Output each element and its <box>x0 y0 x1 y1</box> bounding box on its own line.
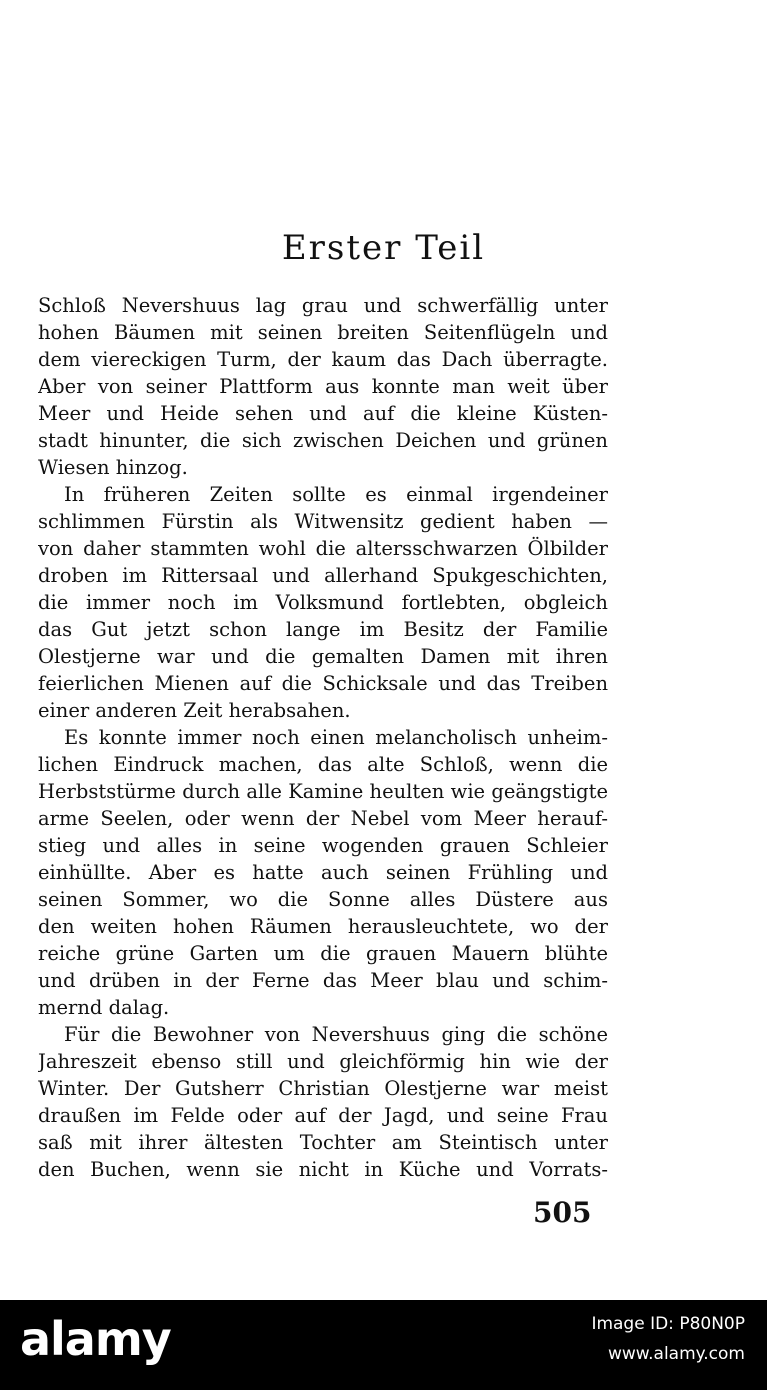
text-line: hohen Bäumen mit seinen breiten Seitenflügeln und <box>38 321 608 344</box>
watermark-bar <box>0 1300 767 1390</box>
text-line: von daher stammten wohl die altersschwarzen Ölbilder <box>38 537 608 560</box>
page-number: 505 <box>533 1196 592 1229</box>
text-line: schlimmen Fürstin als Witwensitz gedient haben — <box>38 510 608 533</box>
text-line: das Gut jetzt schon lange im Besitz der Familie <box>38 618 608 641</box>
text-line: Wiesen hinzog. <box>38 456 188 479</box>
text-line: den Buchen, wenn sie nicht in Küche und Vorrats- <box>38 1158 608 1181</box>
text-line: Winter. Der Gutsherr Christian Olestjerne war meist <box>38 1077 608 1100</box>
body-text <box>38 292 608 1183</box>
text-line: feierlichen Mienen auf die Schicksale und das Treiben <box>38 672 608 695</box>
text-line: Für die Bewohner von Nevershuus ging die schöne <box>64 1023 608 1046</box>
text-line: und drüben in der Ferne das Meer blau und schim- <box>38 969 608 992</box>
site-url: www.alamy.com <box>607 1344 745 1364</box>
text-line: einer anderen Zeit herabsahen. <box>38 699 351 722</box>
text-line: droben im Rittersaal und allerhand Spukgeschichten, <box>38 564 608 587</box>
text-line: dem viereckigen Turm, der kaum das Dach überragte. <box>38 348 608 371</box>
text-line: draußen im Felde oder auf der Jagd, und seine Frau <box>38 1104 608 1127</box>
chapter-title: Erster Teil <box>281 228 486 268</box>
text-line: Jahreszeit ebenso still und gleichförmig hin wie der <box>38 1050 608 1073</box>
text-line: stieg und alles in seine wogenden grauen Schleier <box>38 834 608 857</box>
text-line: Meer und Heide sehen und auf die kleine Küsten- <box>38 402 608 425</box>
alamy-logo: alamy <box>20 1312 171 1366</box>
text-line: stadt hinunter, die sich zwischen Deichen und grünen <box>38 429 608 452</box>
text-line: In früheren Zeiten sollte es einmal irgendeiner <box>64 483 608 506</box>
text-line: Aber von seiner Plattform aus konnte man weit über <box>38 375 608 398</box>
text-line: einhüllte. Aber es hatte auch seinen Frühling und <box>38 861 608 884</box>
text-line: den weiten hohen Räumen herausleuchtete, wo der <box>38 915 608 938</box>
text-line: lichen Eindruck machen, das alte Schloß, wenn die <box>38 753 608 776</box>
text-line: reiche grüne Garten um die grauen Mauern blühte <box>38 942 608 965</box>
text-line: Olestjerne war und die gemalten Damen mit ihren <box>38 645 608 668</box>
text-line: Es konnte immer noch einen melancholisch unheim- <box>64 726 608 749</box>
text-line: saß mit ihrer ältesten Tochter am Steintisch unter <box>38 1131 608 1154</box>
text-line: mernd dalag. <box>38 996 170 1019</box>
image-id-label: Image ID: P80N0P <box>591 1314 745 1334</box>
text-line: arme Seelen, oder wenn der Nebel vom Meer herauf- <box>38 807 608 830</box>
text-line: die immer noch im Volksmund fortlebten, obgleich <box>38 591 608 614</box>
text-line: Schloß Nevershuus lag grau und schwerfällig unter <box>38 294 608 317</box>
text-line: seinen Sommer, wo die Sonne alles Düstere aus <box>38 888 608 911</box>
text-line: Herbststürme durch alle Kamine heulten wie geängstigte <box>38 780 608 803</box>
